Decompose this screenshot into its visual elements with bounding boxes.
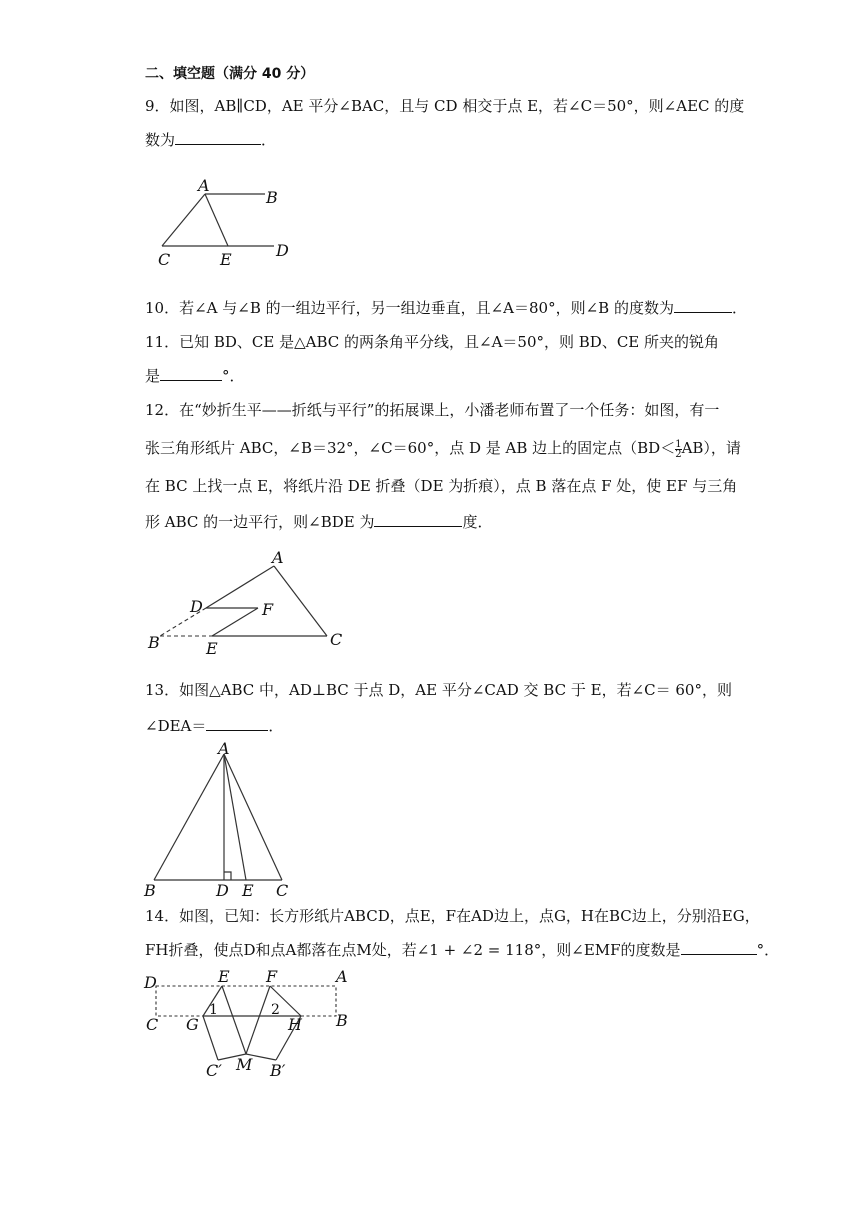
q12-figure bbox=[140, 548, 360, 658]
q12-label-e: E bbox=[206, 639, 218, 658]
q12-line1: 12．在“妙折生平——折纸与平行”的拓展课上，小潘老师布置了一个任务：如图，有一 bbox=[145, 401, 720, 419]
q12-label-d: D bbox=[190, 597, 203, 616]
q14-label-c: C bbox=[146, 1015, 159, 1034]
q9-answer-blank bbox=[175, 130, 261, 145]
q12-frac-den: 2 bbox=[675, 448, 682, 460]
q12-line2 bbox=[145, 438, 741, 459]
q11-line1: 11．已知 BD、CE 是△ABC 的两条角平分线，且∠A＝50°，则 BD、CE 所夹的锐角 bbox=[145, 333, 720, 351]
q9-label-b: B bbox=[266, 188, 278, 207]
q12-label-a: A bbox=[272, 548, 284, 567]
q9-figure bbox=[150, 172, 300, 272]
q11-line2 bbox=[145, 366, 245, 386]
q13-line1: 13．如图△ABC 中，AD⊥BC 于点 D，AE 平分∠CAD 交 BC 于 E，若∠C＝ 60°，则 bbox=[145, 681, 732, 699]
q14-segment-fm bbox=[246, 986, 270, 1054]
q9-label-c: C bbox=[158, 250, 171, 269]
q14-answer-blank bbox=[681, 940, 757, 955]
q12-answer-blank bbox=[374, 512, 462, 527]
q14-segment-gc1 bbox=[203, 1016, 218, 1060]
q10-text: 10．若∠A 与∠B 的一组边平行，另一组边垂直，且∠A＝80°，则∠B 的度数为 bbox=[145, 299, 674, 317]
q9-label-e: E bbox=[220, 250, 232, 269]
q10-answer-blank bbox=[674, 298, 732, 313]
q14-label-angle2: 2 bbox=[271, 1002, 280, 1018]
q11-answer-blank bbox=[160, 366, 222, 381]
q14-segment-em bbox=[222, 986, 246, 1054]
q14-label-e: E bbox=[218, 967, 230, 986]
q14-rectangle-dashed bbox=[156, 986, 336, 1016]
section-title: 二、填空题（满分 40 分） bbox=[145, 66, 315, 82]
q12-line3: 在 BC 上找一点 E，将纸片沿 DE 折叠（DE 为折痕），点 B 落在点 F 处，使 EF 与三角 bbox=[145, 477, 738, 495]
q14-label-c1: C′ bbox=[206, 1061, 222, 1080]
q14-line1: 14．如图，已知：长方形纸片ABCD，点E，F在AD边上，点G，H在BC边上，分别沿EG， bbox=[145, 907, 760, 925]
q9-label-d: D bbox=[276, 241, 289, 260]
q14-suffix: °． bbox=[756, 941, 780, 959]
q12-segment-ac bbox=[274, 566, 327, 636]
q13-label-a: A bbox=[218, 740, 230, 758]
q12-segment-fe bbox=[212, 608, 258, 636]
q13-suffix: ． bbox=[268, 717, 284, 735]
q13-answer-blank bbox=[206, 716, 268, 731]
q14-line2 bbox=[145, 940, 779, 960]
q9-segment-ac bbox=[162, 194, 205, 246]
q14-label-m: M bbox=[236, 1055, 253, 1074]
q12-label-c: C bbox=[330, 630, 343, 649]
q13-label-d: D bbox=[216, 881, 229, 900]
q12-label-f: F bbox=[262, 600, 274, 619]
q14-label-f: F bbox=[266, 967, 278, 986]
q13-figure bbox=[140, 740, 300, 900]
q12-line4-text: 形 ABC 的一边平行，则∠BDE 为 bbox=[145, 513, 375, 531]
q14-label-b: B bbox=[336, 1011, 348, 1030]
q14-label-h: H bbox=[288, 1015, 302, 1034]
q9-label-a: A bbox=[198, 176, 210, 195]
q12-line4-tail: 度． bbox=[462, 513, 493, 531]
q9-segment-ae bbox=[205, 194, 228, 246]
q14-label-angle1: 1 bbox=[209, 1002, 218, 1018]
q13-right-angle-mark bbox=[224, 872, 231, 880]
q13-label-c: C bbox=[276, 881, 289, 900]
q14-label-a: A bbox=[336, 967, 348, 986]
q12-frac-num: 1 bbox=[675, 438, 682, 450]
q13-prefix: ∠DEA＝ bbox=[145, 717, 207, 735]
q12-line2-tail: AB），请 bbox=[681, 439, 741, 457]
q9-line2 bbox=[145, 130, 276, 150]
q13-segment-ac bbox=[224, 754, 282, 880]
q13-label-e: E bbox=[242, 881, 254, 900]
q9-suffix: ． bbox=[261, 131, 277, 149]
q14-label-g: G bbox=[186, 1015, 199, 1034]
q9-prefix: 数为 bbox=[145, 131, 176, 149]
q11-suffix: °． bbox=[222, 367, 245, 385]
q14-figure bbox=[140, 964, 360, 1084]
q9-line1: 9．如图，AB∥CD，AE 平分∠BAC，且与 CD 相交于点 E，若∠C＝50°，则∠AEC 的度 bbox=[145, 97, 745, 115]
q13-label-b: B bbox=[144, 881, 156, 900]
q14-line2-text: FH折叠，使点D和点A都落在点M处，若∠1 + ∠2 = 118°，则∠EMF的度数是 bbox=[145, 941, 681, 959]
q14-label-b1: B′ bbox=[270, 1061, 286, 1080]
q10-line1 bbox=[145, 298, 747, 318]
q14-label-d: D bbox=[144, 973, 157, 992]
q12-label-b: B bbox=[148, 633, 160, 652]
q13-segment-ae bbox=[224, 754, 246, 880]
q13-segment-ab bbox=[154, 754, 224, 880]
q10-suffix: ． bbox=[731, 299, 747, 317]
q12-line2-text: 张三角形纸片 ABC，∠B＝32°，∠C＝60°，点 D 是 AB 边上的固定点（BD＜ bbox=[145, 439, 676, 457]
q11-prefix: 是 bbox=[145, 367, 161, 385]
q12-line4 bbox=[145, 512, 493, 532]
q13-line2 bbox=[145, 716, 283, 736]
